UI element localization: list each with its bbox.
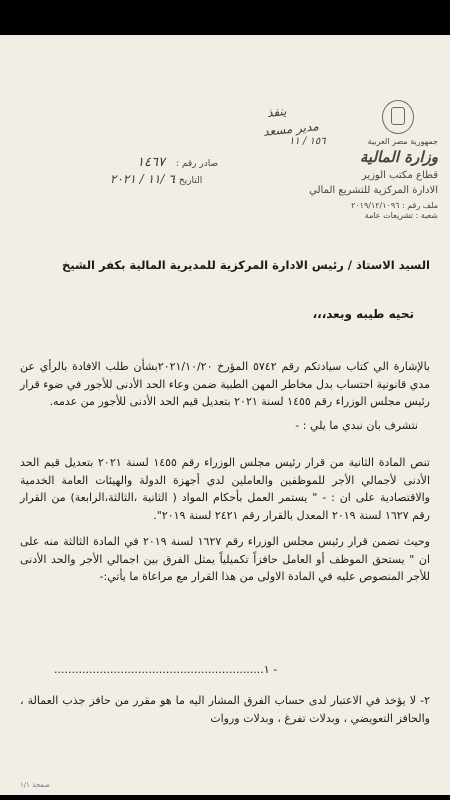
letter-page [0,35,450,795]
paragraph-intro: نتشرف بان نبدي ما يلي : - [295,419,418,432]
handwritten-note: مدير مسعد [262,119,320,139]
list-item-two: ٢- لا يؤخذ في الاعتبار لدى حساب الفرق المشار اليه ما هو مقرر من حافز جذب العمالة ، والحافز التعويضي ، وبدلات تفرغ ، وبدلات وروات [20,694,430,725]
file-number: ملف رقم : ٢٠١٩/١٢/١٠٩٦ [351,201,438,210]
letter-address: السيد الاستاذ / رئيس الادارة المركزية للمديرية المالية بكفر الشيخ [62,258,430,272]
page-footer: صفحة ١/١ [20,781,50,789]
paragraph-article-three: وحيث تضمن قرار رئيس مجلس الوزراء رقم ١٦٢٧ لسنة ٢٠١٩ في المادة الثالثة منه على ان " يستحق الموظف أو العامل حافزاً تكميلياً يمثل الفرق بين اجمالي الأجر والحد الأدنى للأجر المنصوص عليه في المادة الاولى من هذا القرار مع مراعاة ما يأتي:- [20,535,430,583]
handwritten-note: ينفذ [266,104,288,120]
paragraph-reference: بالإشارة الي كتاب سيادتكم رقم ٥٧٤٢ المؤرخ ٢٠٢١/١٠/٢٠بشأن طلب الافادة بالرأي عن مدي قانونية احتساب بدل مخاطر المهن الطبية ضمن وعاء الحد الأدنى للأجور في ضوء قرار رئيس مجلس الوزراء رقم ١٤٥٥ لسنة ٢٠٢١ بتعديل قيم الحد الأدنى للأجور من عدمه. [20,360,430,408]
issue-date: ٦ /١١ / ٢٠٢١ [110,172,175,186]
issue-label: صادر رقم : [176,159,219,169]
letter-greeting: تحيه طيبه وبعد،،، [312,307,414,321]
list-item-one: - ١............................................................ [54,663,278,676]
ministry-name: وزارة المالية [359,148,438,166]
sector-name: قطاع مكتب الوزير [361,170,438,181]
republic-name: جمهورية مصر العربية [367,137,438,146]
section-name: شعبة : تشريعات عامة [364,211,438,220]
ministry-emblem-icon [382,100,414,134]
paragraph-article-two: تنص المادة الثانية من قرار رئيس مجلس الوزراء رقم ١٤٥٥ لسنة ٢٠٢١ بتعديل قيم الحد الأدنى لأجمالي الأجر للموظفين والعاملين لدي أجهزة الدولة والهيئات العامة الخدمية والاقتصادية على ان : - " يستمر العمل بأحكام المواد ( الثانية ،الثالثة،الرابعة) من القرار رقم ١٦٢٧ لسنة ٢٠١٩ المعدل بالقرار رقم ٢٤٢١ لسنة ٢٠١٩". [20,456,430,522]
issue-number: ١٤٦٧ [137,155,165,170]
handwritten-note: ١٥٦ / ١١ [289,136,326,147]
department-name: الادارة المركزية للتشريع المالي [309,185,438,196]
date-label: التاريخ : [173,176,203,186]
